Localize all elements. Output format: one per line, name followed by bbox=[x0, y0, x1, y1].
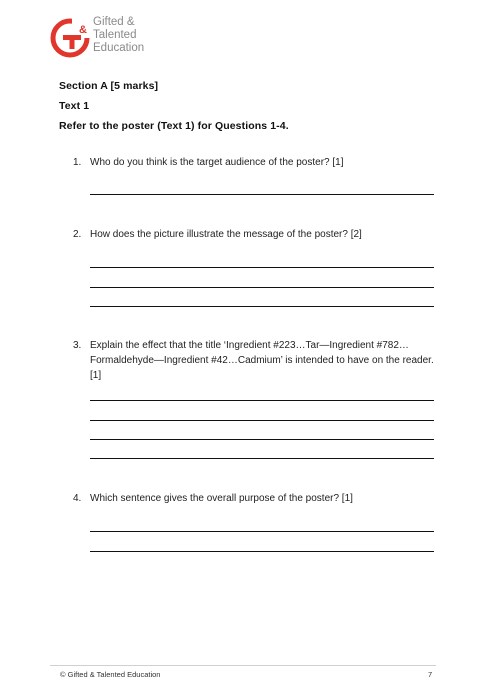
answer-line-q2-1[interactable] bbox=[90, 267, 434, 268]
footer-copyright: © Gifted & Talented Education bbox=[60, 670, 161, 679]
question-2-text: How does the picture illustrate the message of the poster? [2] bbox=[90, 229, 362, 240]
section-title: Section A [5 marks] bbox=[59, 80, 159, 92]
logo-line-3: Education bbox=[93, 42, 145, 54]
svg-text:&: & bbox=[79, 24, 87, 36]
question-3-text: Explain the effect that the title ‘Ingredient #223…Tar—Ingredient #782…Formaldehyde—Ingredient #42…Cadmium’ is intended to have on the reader. [1] bbox=[90, 340, 434, 381]
footer-divider bbox=[50, 665, 436, 666]
gt-logo-mark-icon bbox=[50, 16, 94, 60]
answer-line-q3-1[interactable] bbox=[90, 400, 434, 401]
text-label: Text 1 bbox=[59, 100, 90, 112]
question-1-number: 1. bbox=[73, 157, 82, 168]
question-4-text: Which sentence gives the overall purpose of the poster? [1] bbox=[90, 493, 353, 504]
question-3-number: 3. bbox=[73, 340, 82, 351]
answer-line-q3-2[interactable] bbox=[90, 420, 434, 421]
question-1-text: Who do you think is the target audience of the poster? [1] bbox=[90, 157, 344, 168]
answer-line-q2-2[interactable] bbox=[90, 287, 434, 288]
logo-line-2: Talented bbox=[93, 29, 137, 41]
answer-line-q2-3[interactable] bbox=[90, 306, 434, 307]
answer-line-q1-1[interactable] bbox=[90, 194, 434, 195]
section-instruction: Refer to the poster (Text 1) for Questions 1-4. bbox=[59, 120, 289, 132]
logo-line-1: Gifted & bbox=[93, 16, 135, 28]
question-4-number: 4. bbox=[73, 493, 82, 504]
answer-line-q4-2[interactable] bbox=[90, 551, 434, 552]
answer-line-q4-1[interactable] bbox=[90, 531, 434, 532]
question-2-number: 2. bbox=[73, 229, 82, 240]
brand-logo bbox=[50, 16, 170, 64]
answer-line-q3-3[interactable] bbox=[90, 439, 434, 440]
logo-wordmark bbox=[93, 16, 144, 55]
page-number: 7 bbox=[428, 670, 433, 679]
answer-line-q3-4[interactable] bbox=[90, 458, 434, 459]
